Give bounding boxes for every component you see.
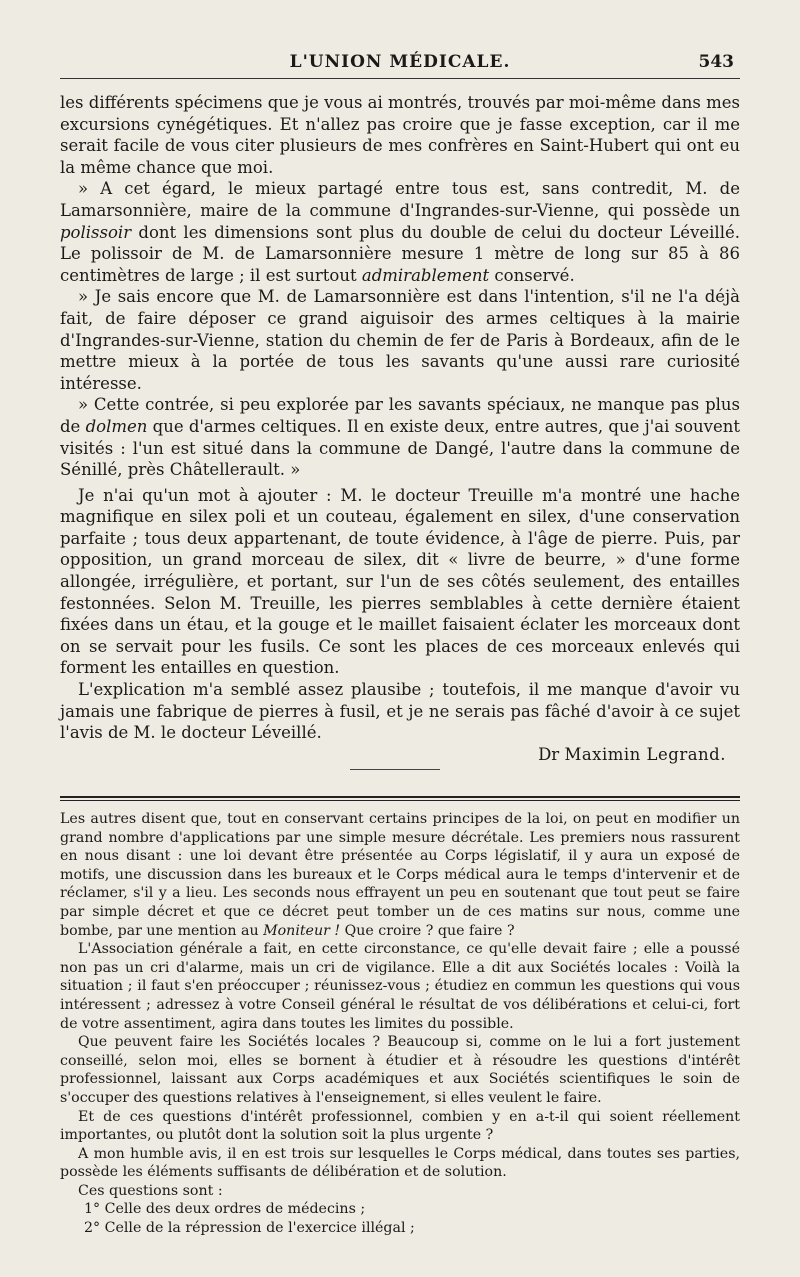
header-divider bbox=[60, 78, 740, 79]
letter-text: que d'armes celtiques. Il en existe deux, entre autres, que j'ai souvent visités : l'un est situé dans la commune de Dangé, l'autre dans la commune de Sénillé, près Châtellerault. » bbox=[60, 416, 740, 480]
feuilleton-paragraph-2: L'Association générale a fait, en cette circonstance, ce qu'elle devait faire ; elle a poussé non pas un cri d'alarme, mais un cri de vigilance. Elle a dit aux Sociétés locales : Voilà la situation ; il faut s'en préoccuper ; réunissez-vous ; étudiez en commun les questions qui vous intéressent ; adressez à votre Conseil général le résultat de vos délibérations et celui-ci, fort de votre assentiment, agira dans toutes les limites du possible. bbox=[60, 941, 740, 1032]
signature-rule bbox=[350, 769, 440, 770]
feuilleton-italic-moniteur: Moniteur ! bbox=[263, 922, 341, 939]
letter-italic-polissoir: polissoir bbox=[60, 222, 132, 242]
feuilleton-paragraph-3: Que peuvent faire les Sociétés locales ? Beaucoup si, comme on le lui a fort justement conseillé, selon moi, elles se bornent à étudier et à résoudre les questions d'intérêt professionnel, laissant aux Corps académiques et aux Sociétés scientifiques le soin de s'occuper des questions relatives à l'enseignement, si elles veulent le faire. bbox=[60, 1034, 740, 1106]
page-number: 543 bbox=[698, 52, 734, 72]
feuilleton-text: Les autres disent que, tout en conservant certains principes de la loi, on peut en modifier un grand nombre d'applications par une simple mesure décrétale. Les premiers nous rassurent en nous disant : une loi devant être présentée au Corps législatif, il y aura un exposé de motifs, une discussion dans les bureaux et le Corps médical aura le temps d'intervenir et de réclamer, s'il y a lieu. Les seconds nous effrayent un peu en soutenant que tout peut se faire par simple décret et que ce décret peut tomber un de ces matins sur nous, comme une bombe, par une mention au bbox=[60, 811, 740, 939]
letter-body bbox=[60, 92, 740, 770]
letter-text: » Cette contrée, si peu explorée par les savants spéciaux, ne manque pas plus de bbox=[60, 395, 740, 436]
signature bbox=[60, 744, 740, 766]
letter-italic-admirablement: admirablement bbox=[361, 265, 490, 285]
feuilleton-text: Que croire ? que faire ? bbox=[340, 922, 515, 939]
list-item-1: 1° Celle des deux ordres de médecins ; bbox=[84, 1201, 366, 1218]
list-item-2: 2° Celle de la répression de l'exercice illégal ; bbox=[84, 1220, 415, 1237]
page-header bbox=[60, 50, 740, 80]
feuilleton-divider-bottom bbox=[60, 800, 740, 801]
letter-text: conservé. bbox=[489, 265, 575, 285]
signature-title: Dr bbox=[538, 744, 560, 764]
feuilleton-divider-top bbox=[60, 796, 740, 798]
feuilleton-paragraph-1 bbox=[60, 810, 740, 940]
letter-text: » A cet égard, le mieux partagé entre tous est, sans contredit, M. de Lamarsonnière, maire de la commune d'Ingrandes-sur-Vienne, qui possède un bbox=[60, 179, 740, 220]
signature-name: Maximin Legrand. bbox=[564, 744, 726, 764]
running-title: L'UNION MÉDICALE. bbox=[289, 52, 511, 72]
feuilleton-paragraph-5: A mon humble avis, il en est trois sur lesquelles le Corps médical, dans toutes ses parties, possède les éléments suffisants de délibération et de solution. bbox=[60, 1145, 740, 1181]
feuilleton-paragraph-6: Ces questions sont : bbox=[78, 1182, 223, 1199]
letter-paragraph-2 bbox=[60, 178, 740, 286]
letter-paragraph-6: L'explication m'a semblé assez plausibe ; toutefois, il me manque d'avoir vu jamais une fabrique de pierres à fusil, et je ne serais pas fâché d'avoir à ce sujet l'avis de M. le docteur Léveillé. bbox=[60, 680, 740, 743]
letter-paragraph-4 bbox=[60, 394, 740, 480]
letter-text: dont les dimensions sont plus du double de celui du docteur Léveillé. Le polissoir de M. de Lamarsonnière mesure 1 mètre de long sur 85 à 86 centimètres de large ; il est surtout bbox=[60, 222, 740, 285]
feuilleton-paragraph-4: Et de ces questions d'intérêt professionnel, combien y en a-t-il qui soient réellement importantes, ou plutôt dont la solution soit la plus urgente ? bbox=[60, 1108, 740, 1144]
letter-paragraph-1: les différents spécimens que je vous ai montrés, trouvés par moi-même dans mes excursions cynégétiques. Et n'allez pas croire que je fasse exception, car il me serait facile de vous citer plusieurs de mes confrères en Saint-Hubert qui ont eu la même chance que moi. bbox=[60, 93, 741, 177]
letter-italic-dolmen: dolmen bbox=[85, 416, 148, 436]
letter-paragraph-5: Je n'ai qu'un mot à ajouter : M. le docteur Treuille m'a montré une hache magnifique en silex poli et un couteau, également en silex, d'une conservation parfaite ; tous deux appartenant, de toute évidence, à l'âge de pierre. Puis, par opposition, un grand morceau de silex, dit « livre de beurre, » d'une forme allongée, irrégulière, et portant, sur l'un de ses côtés seulement, des entailles festonnées. Selon M. Treuille, les pierres semblables à cette dernière étaient fixées dans un étau, et la gouge et le maillet faisaient éclater les morceaux dont on se servait pour les fusils. Ce sont les places de ces morceaux enlevés qui forment les entailles en question. bbox=[60, 485, 740, 678]
feuilleton-body bbox=[60, 810, 740, 1238]
letter-paragraph-3: » Je sais encore que M. de Lamarsonnière est dans l'intention, s'il ne l'a déjà fait, de faire déposer ce grand aiguisoir des armes celtiques à la mairie d'Ingrandes-sur-Vienne, station du chemin de fer de Paris à Bordeaux, afin de le mettre mieux à la portée de tous les savants qu'une aussi rare curiosité intéresse. bbox=[60, 287, 740, 393]
